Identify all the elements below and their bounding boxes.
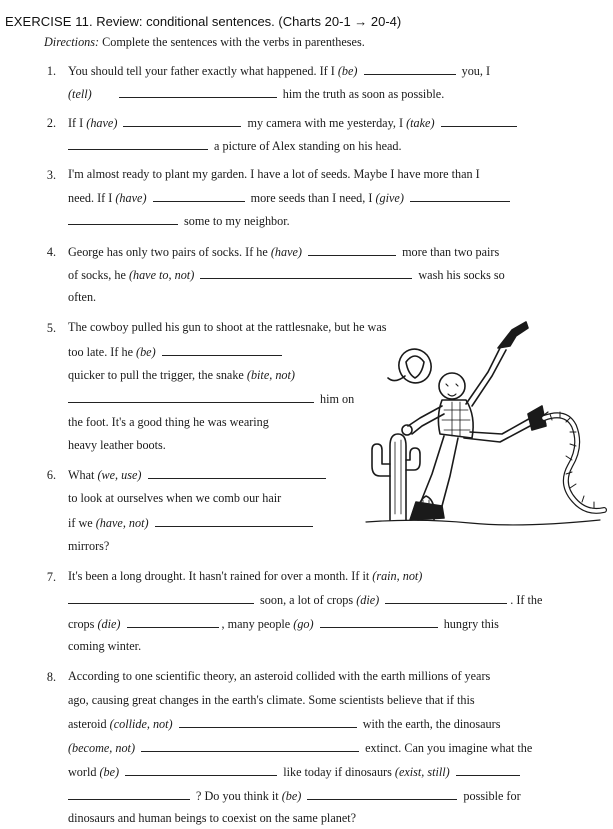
item-text: wash his socks so [418, 268, 505, 282]
directions-label: Directions: [44, 35, 100, 49]
item-8-line-4 [68, 741, 532, 754]
answer-blank[interactable] [148, 468, 326, 479]
exercise-title: Review: conditional sentences. [96, 14, 275, 29]
item-text: quicker to pull the trigger, the snake [68, 368, 244, 382]
item-text: some to my neighbor. [184, 214, 290, 228]
item-8-line-7 [68, 812, 356, 824]
item-7-line-2 [68, 593, 542, 606]
item-6-line-2 [68, 492, 281, 504]
item-text: What [68, 468, 95, 482]
exercise-label: EXERCISE 11. [5, 14, 93, 29]
item-3-line-2 [68, 191, 513, 204]
answer-blank[interactable] [119, 87, 277, 98]
answer-blank[interactable] [127, 617, 219, 628]
item-text: dinosaurs and human beings to coexist on the same planet? [68, 811, 357, 825]
item-text: extinct. Can you imagine what the [365, 741, 533, 755]
answer-blank[interactable] [155, 516, 313, 527]
item-7-line-3 [68, 617, 499, 630]
item-text: the foot. It's a good thing he was wearing [68, 415, 269, 429]
answer-blank[interactable] [307, 789, 457, 800]
verb-cue: (rain, not) [372, 569, 423, 583]
item-number: 3. [46, 168, 56, 182]
cowboy-rattlesnake-illustration [360, 314, 608, 536]
answer-blank[interactable] [364, 64, 456, 75]
item-8-line-3 [68, 717, 500, 730]
item-text: a picture of Alex standing on his head. [214, 139, 402, 153]
item-text: hungry this [443, 617, 499, 631]
verb-cue: (have to, not) [128, 268, 195, 282]
item-7-line-1 [68, 570, 422, 582]
verb-cue: (be) [337, 64, 358, 78]
verb-cue: (be) [281, 789, 302, 803]
item-text: You should tell your father exactly what happened. If I [68, 64, 335, 78]
item-text: him on [320, 392, 355, 406]
answer-blank[interactable] [385, 593, 507, 604]
item-number: 2. [46, 116, 56, 130]
verb-cue: (die) [97, 617, 121, 631]
verb-cue: (give) [375, 191, 404, 205]
item-8-line-6 [68, 789, 521, 802]
item-text: more than two pairs [402, 245, 500, 259]
item-text: ? Do you think it [196, 789, 279, 803]
item-8-line-5 [68, 765, 523, 778]
verb-cue: (bite, not) [246, 368, 295, 382]
item-7-line-4 [68, 640, 141, 652]
item-2-line-1 [68, 116, 520, 129]
answer-blank[interactable] [456, 765, 520, 776]
exercise-charts: (Charts 20-1 → 20-4) [278, 14, 402, 29]
item-text: I'm almost ready to plant my garden. I have a lot of seeds. Maybe I have more than I [68, 167, 480, 181]
item-3-line-3 [68, 214, 290, 227]
answer-blank[interactable] [410, 191, 510, 202]
verb-cue: (tell) [68, 87, 92, 101]
answer-blank[interactable] [68, 392, 314, 403]
item-5-line-4 [68, 392, 354, 405]
directions-text: Complete the sentences with the verbs in parentheses. [102, 35, 365, 49]
item-text: George has only two pairs of socks. If he [68, 245, 268, 259]
item-number: 7. [46, 570, 56, 584]
item-8-line-2 [68, 694, 475, 706]
item-text: ago, causing great changes in the earth's climate. Some scientists believe that if this [68, 693, 475, 707]
answer-blank[interactable] [68, 139, 208, 150]
item-text: with the earth, the dinosaurs [362, 717, 501, 731]
verb-cue: (we, use) [97, 468, 142, 482]
answer-blank[interactable] [141, 741, 359, 752]
answer-blank[interactable] [320, 617, 438, 628]
item-1-line-1 [68, 64, 490, 77]
item-5-line-6 [68, 439, 166, 451]
answer-blank[interactable] [125, 765, 277, 776]
answer-blank[interactable] [68, 593, 254, 604]
item-text: If I [68, 116, 84, 130]
answer-blank[interactable] [441, 116, 517, 127]
item-text: like today if dinosaurs [283, 765, 392, 779]
verb-cue: (take) [406, 116, 435, 130]
item-2-line-2 [68, 139, 402, 152]
item-text: coming winter. [68, 639, 142, 653]
item-text: more seeds than I need, I [250, 191, 373, 205]
item-4-line-3 [68, 291, 96, 303]
verb-cue: (become, not) [68, 741, 136, 755]
item-text: heavy leather boots. [68, 438, 166, 452]
item-text: It's been a long drought. It hasn't rained for over a month. If it [68, 569, 370, 583]
item-text: . If the [510, 593, 543, 607]
item-text: soon, a lot of crops [260, 593, 354, 607]
item-text: my camera with me yesterday, I [247, 116, 404, 130]
item-text: often. [68, 290, 97, 304]
answer-blank[interactable] [162, 345, 282, 356]
item-4-line-2 [68, 268, 505, 281]
answer-blank[interactable] [179, 717, 357, 728]
item-5-line-2 [68, 345, 285, 358]
item-5-line-5 [68, 416, 269, 428]
item-number: 4. [46, 245, 56, 259]
verb-cue: (be) [99, 765, 120, 779]
directions [44, 35, 365, 50]
verb-cue: (have) [270, 245, 302, 259]
item-text: , many people [221, 617, 291, 631]
verb-cue: (have) [86, 116, 118, 130]
answer-blank[interactable] [123, 116, 241, 127]
item-text: possible for [463, 789, 521, 803]
verb-cue: (go) [293, 617, 314, 631]
item-5-line-3 [68, 369, 295, 381]
verb-cue: (be) [136, 345, 156, 359]
answer-blank[interactable] [68, 214, 178, 225]
item-text: The cowboy pulled his gun to shoot at the rattlesnake, but he was [68, 320, 387, 334]
item-6-line-4 [68, 540, 109, 552]
item-text: world [68, 765, 97, 779]
item-text: him the truth as soon as possible. [282, 87, 445, 101]
item-number: 6. [46, 468, 56, 482]
answer-blank[interactable] [308, 245, 396, 256]
item-text: you, I [461, 64, 491, 78]
item-8-line-1 [68, 670, 490, 682]
item-1-line-2 [68, 87, 444, 100]
answer-blank[interactable] [200, 268, 412, 279]
item-text: too late. If he [68, 345, 133, 359]
item-text: asteroid [68, 717, 107, 731]
item-text: mirrors? [68, 539, 110, 553]
verb-cue: (have) [115, 191, 147, 205]
item-number: 1. [46, 64, 56, 78]
exercise-heading [5, 14, 401, 29]
answer-blank[interactable] [68, 789, 190, 800]
item-number: 5. [46, 321, 56, 335]
rattlesnake-icon [540, 412, 604, 511]
item-6-line-1 [68, 468, 329, 481]
verb-cue: (have, not) [95, 516, 149, 530]
verb-cue: (die) [356, 593, 380, 607]
item-text: According to one scientific theory, an asteroid collided with the earth millions of years [68, 669, 491, 683]
item-text: if we [68, 516, 93, 530]
item-text: to look at ourselves when we comb our hair [68, 491, 282, 505]
item-3-line-1 [68, 168, 480, 180]
item-text: need. If I [68, 191, 113, 205]
verb-cue: (collide, not) [109, 717, 173, 731]
item-4-line-1 [68, 245, 499, 258]
item-5-line-1 [68, 321, 387, 333]
hat-icon [388, 345, 436, 388]
item-number: 8. [46, 670, 56, 684]
verb-cue: (exist, still) [394, 765, 450, 779]
item-text: of socks, he [68, 268, 126, 282]
item-text: crops [68, 617, 95, 631]
item-6-line-3 [68, 516, 316, 529]
answer-blank[interactable] [153, 191, 245, 202]
